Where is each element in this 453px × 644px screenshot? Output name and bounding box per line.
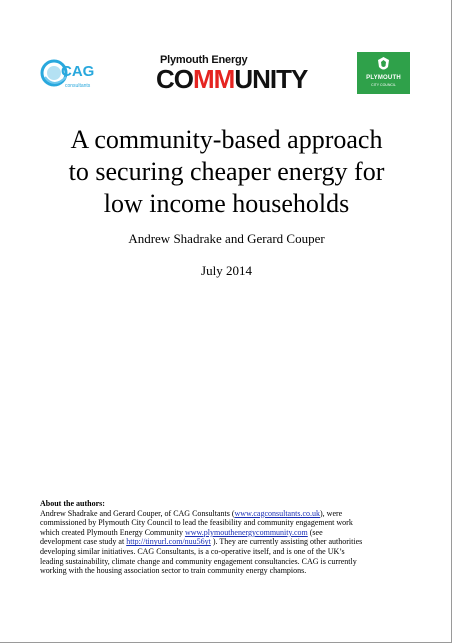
about-line-4 — [40, 537, 412, 547]
pec-website-link[interactable]: www.plymouthenergycommunity.com — [184, 527, 308, 537]
about-line-5: developing similar initiatives. CAG Consultants, is a co-operative itself, and is one of the UK’s — [40, 546, 345, 556]
about-line-4-text-b: ). They are currently assisting other authorities — [210, 537, 363, 547]
about-heading: About the authors: — [40, 499, 105, 508]
pec-logo-top-text: Plymouth Energy — [160, 54, 248, 66]
about-line-1-text-a: Andrew Shadrake and Gerard Couper, of CAG Consultants ( — [40, 508, 235, 518]
pec-logo-main-text — [156, 64, 307, 94]
cag-website-link[interactable]: www.cagconsultants.co.uk — [234, 508, 320, 518]
about-line-1 — [40, 509, 412, 519]
plymouth-city-council-logo — [357, 52, 410, 94]
pec-logo-main-part2: UNITY — [234, 64, 308, 94]
pec-logo-main-red: MM — [193, 64, 235, 94]
case-study-link[interactable]: http://tinyurl.com/nuu56yt — [126, 537, 211, 547]
authors: Andrew Shadrake and Gerard Couper — [128, 231, 325, 246]
council-logo-subtext: CITY COUNCIL — [371, 83, 396, 87]
about-line-3-text-a: which created Plymouth Energy Community — [40, 527, 185, 537]
about-line-3 — [40, 528, 412, 538]
council-crest-icon — [376, 56, 391, 73]
title-line-3: low income households — [103, 189, 350, 218]
about-line-4-text-a: development case study at — [40, 537, 127, 547]
cag-logo-text: CAG — [61, 63, 95, 80]
pec-logo-main-part1: CO — [156, 64, 193, 94]
about-line-7: working with the housing association sector to train community energy champions. — [40, 566, 307, 576]
council-logo-name: PLYMOUTH — [366, 75, 401, 81]
about-line-6: leading sustainability, climate change and community engagement consultancies. CAG is currently — [40, 556, 357, 566]
cag-logo-subtext: consultants — [65, 83, 91, 89]
about-line-2: commissioned by Plymouth City Council to lead the feasibility and community engagement work — [40, 518, 353, 528]
cag-consultants-logo — [39, 55, 101, 95]
plymouth-energy-community-logo — [154, 54, 308, 96]
about-line-1-text-b: ), were — [320, 508, 343, 518]
about-the-authors — [40, 499, 412, 576]
document-title — [20, 124, 433, 220]
publication-date: July 2014 — [201, 263, 252, 278]
title-line-2: to securing cheaper energy for — [68, 157, 385, 186]
about-line-3-text-b: (see — [307, 527, 323, 537]
title-line-1: A community-based approach — [70, 125, 383, 154]
